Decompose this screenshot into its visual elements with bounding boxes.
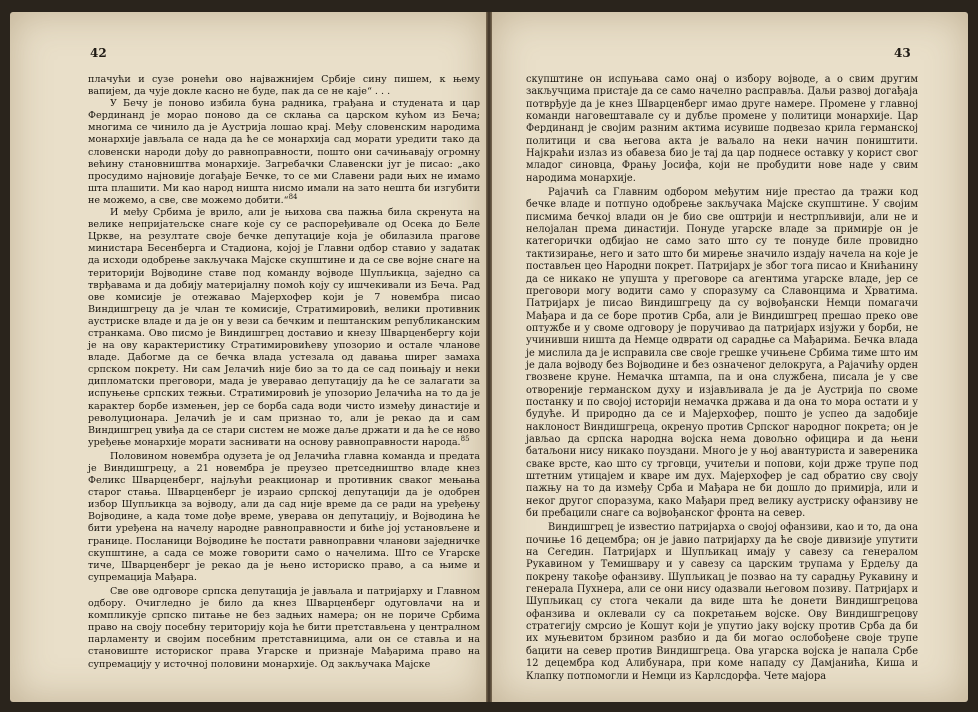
paragraph: И међу Србима је врило, али је њихова сва пажња била скренута на велике непријатељске снаге које су се распоређивале од Осека до Беле Цркве, на резултате своје бечке депутације која је обилазила прагове министара Бесенберга и Стадиона, којој је Главни одбор ставио у задатак да исходи одобрење закључака Мајске скупштине и да се све војне снаге на територији Војводине ставе под команду војводе Шупљикца, заједно са тврђавама и да добију материјалну помоћ коју су ишчекивали из Беча. Рад ове комисије је отежавао Мајерхофер који је 7 новембра писао Виндишгрецу да је члан те комисије, Стратимировић, велики противник аустриске владе и да је он у вези са бечким и пештанским републиканским странкама. Ово писмо је Виндишгрец доставио и кнезу Шварценбергу који је на ову карактеристику Стратимировићеву упозорио и остале чланове владе. Дабогме да се бечка влада устезала од давања ширег замаха српском покрету. Ни сам Јелачић није био за то да се сад поињају и неки дипломатски преговори, мада је уверавао депутацију да ће се залагати за испуњење српских тежњи. Стратимировић је упозорио Јелачића на то да је карактер борбе измењен, јер се борба сада води чисто између династије и револуционара. Јелачић је и сам признао то, али је рекао да и сам Виндишгрец увиђа да се стари систем не може даље држати и да ће се ново уређење монархије морати заснивати на основу равноправности народа.$^{85}$ — [88, 207, 480, 448]
paragraph: плачући и сузе ронећи ово најважнијем Србије сину пишем, к њему вапијем, да чује докле касно не буде, пак да се не каје“ . . . — [88, 74, 480, 98]
paragraph: У Бечу је поново избила буна радника, грађана и студената и цар Фердинанд је морао поново да се склања са царском кућом из Беча; многима се чинило да је Аустрија лошао крај. Међу словенским народима монархије јављала се нада да ће се монархија сад морати уредити тако да словенски народи дођу до равноправности, пошто они сачињавају огромну већину становништва монархије. Загребачки Славенски југ је писао: „ако просудимо најновије догађаје Бечке, то се ми Славени ради њих не имамо шта плашити. Ми као народ ништа нисмо имали на зато нешта би изгубити не можемо, а све, све можемо добити.“$^{84}$ — [88, 98, 480, 206]
left-page — [10, 12, 486, 702]
page-body — [526, 74, 918, 683]
paragraph: Виндишгрец је известио патријарха о својој офанзиви, као и то, да она почиње 16 децембра; он је јавио патријарху да ће своје дивизије упутити на Сегедин. Патријарх и Шупљикац имају у савезу са генералом Рукавином у Темишвару и у савезу са царским трупама у Ердељу да покрену такође офанзиву. Шупљикац је позвао на ту сарадњу Рукавину и генерала Пухнера, али се они нису одазвали његовом позиву. Патријарх и Шупљикац су стога чекали да виде шта ће донети Виндишгрецова офанзива и оклевали су са покретањем војске. Ову Виндишгрецову стратегију смрсио је Кошут који је упутио јаку војску против Срба да би их муњевитом брзином разбио и да би могао ослобођене своје трупе бацити на север против Виндишгреца. Ова угарска војска је напала Србе 12 децембра код Алибунара, при коме нападу су Дамјанића, Киша и Клапку потпомогли и Немци из Карлсдорфа. Чете мајора — [526, 522, 918, 682]
paragraph: скупштине он испуњава само онај о избору војводе, а о свим другим закључцима пристаје да се само начелно расправља. Даљи развој догађаја потврђује да је кнез Шварценберг имао друге намере. Промене у главној команди наговештавале су и дубље промене у политици монархије. Цар Фердинанд је својим разним актима исувише подвезао крила германској политици и сва његова акта је ваљало на неки начин поништити. Најкраћи излаз из обавеза био је тај да цар поднесе оставку у корист свог младог синовца, Фрању Јосифа, који не пробудити нове наде у свим народима монархије. — [526, 74, 918, 184]
paragraph: Половином новембра одузета је од Јелачића главна команда и предата је Виндишгрецу, а 21 новембра је преузео претседништво владе кнез Феликс Шварценберг, најљући реакционар и противник сваког мењања старог стања. Шварценберг је израио српској депутацији да је одобрен избор Шупљикца за војводу, али да сад није време да се ради на уређењу Војводине, а када томе дође време, уверава он депутацију, и Војводина ће бити уређена на начелу народне равноправности и биће јој установљене и границе. Посланици Војводине ће постати равноправни чланови заједничке скупштине, а сада се може говорити само о начелима. Што се Угарске тиче, Шварценберг је рекао да је њено историско право, а са њиме и супремација Мађара. — [88, 450, 480, 583]
paragraph: Све ове одговоре српска депутација је јављала и патријарху и Главном одбору. Очигледно је било да кнез Шварценберг одуговлачи на и компликује српско питање не без задњих намера; он не пориче Србима право на своју посебну територију која ће бити претстављена у централном парламенту и својим посебним претставницима, али он се ставља и на становиште историског права Угарске и признаје Мађарима право на супремацију у источној половини монархије. Од закључака Мајске — [88, 585, 480, 670]
right-page — [492, 12, 968, 702]
page-body — [88, 74, 480, 671]
page-number: 43 — [894, 46, 911, 60]
footnote-ref: 84 — [288, 192, 298, 201]
page-number: 42 — [90, 46, 107, 60]
paragraph: Рајачић са Главним одбором међутим није престао да тражи код бечке владе и потпуно одобрење закључака Мајске скупштине. У својим писмима бечкој влади он је био све оштрији и нестрпљивији, али не и нелојалан према династији. Понуде угарске владе за примирје он је категорички одбијао не само зато што су те понуде биле провидно тактизирање, него и зато што би мирење значило издају начела на које је постављен цео Народни покрет. Патријарх је због тога писао и Книћанину да се никако не упушта у преговоре са агентима угарске владе, јер се преговори могу водити само у споразуму са Славонцима и Хрватима. Патријарх је писао Виндишгрецу да су војвођански Немци помагачи Мађара и да се боре против Срба, али је Виндишгрец прешао преко ове оптужбе и у своме одговору је поручивао да патријарх изјужи у борби, не учинивши ништа да Немце одврати од сарадње са Мађарима. Бечка влада је мислила да је исправила све своје грешке учињене Србима тиме што им је дала војводу без Војводине и без означеног делокруга, а Рајачићу орден гвозвене круне. Немачка штампа, па и она службена, писала је у све отвореније германском духу и изјављивала је да је Аустрија по своме постанку и по својој историји немачка држава и да она то мора остати и у будуће. И природно да се и Мајерхофер, пошто је успео да задобије наклоност Виндишгреца, окренуо против Српског народног покрета; он је јављао да српска народна војска нема довољно официра и да њени батаљони нису никако поуздани. Много је у њој авантуриста и заверeника свакe врсте, као што су трговци, учитељи и попови, који држе трупе под штетним утицајем и кваре им дух. Мајерхофер је сад обратио сву своју пажњу на то да измеђy Срба и Мађара не би дошло до примирја, или и неког другог споразума, како Мађари пред великy аустриску офанзиву не би пребацили снаге са војвођанског фронта на север. — [526, 187, 918, 520]
footnote-ref: 85 — [460, 434, 470, 443]
